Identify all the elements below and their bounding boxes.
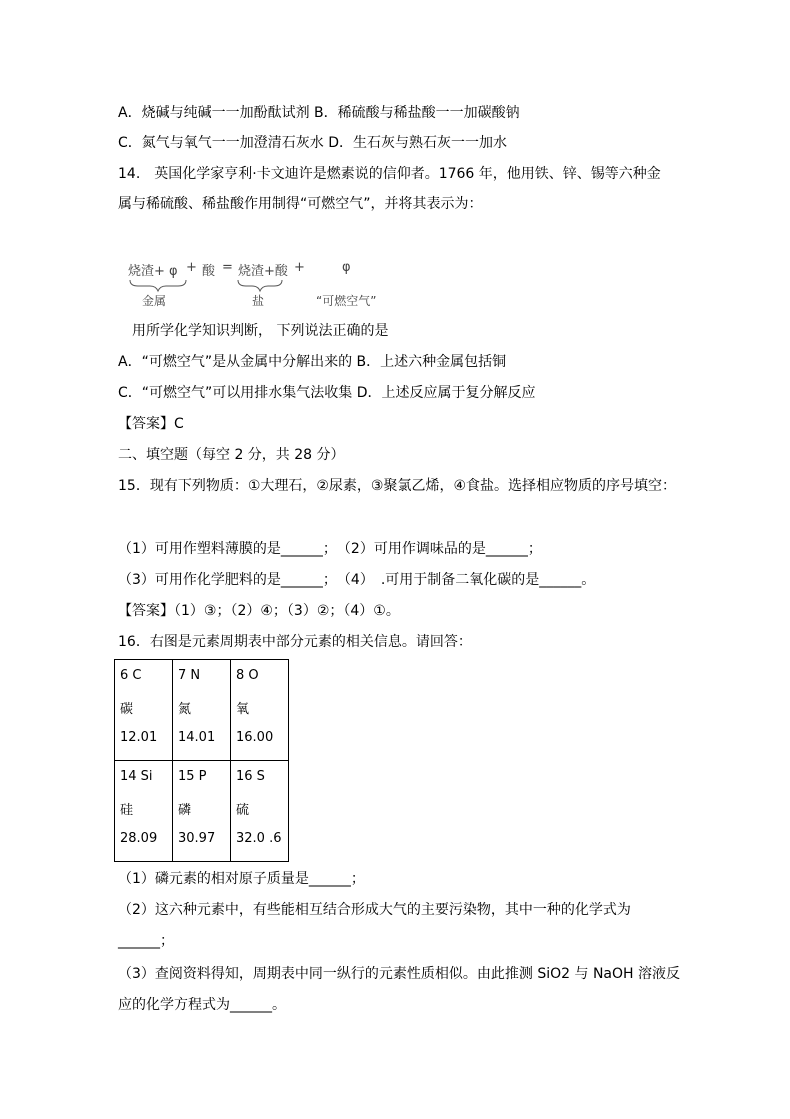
diagram-plus2: + xyxy=(294,260,305,275)
q16-sub2-line1: （2）这六种元素中，有些能相互结合形成大气的主要污染物，其中一种的化学式为 xyxy=(118,902,631,918)
element-cell-s xyxy=(231,761,289,862)
q14-answer: 【答案】C xyxy=(118,416,184,432)
diagram-label-metal: 金属 xyxy=(142,294,167,308)
q16-stem: 16．右图是元素周期表中部分元素的相关信息。请回答： xyxy=(118,634,472,650)
q14-prompt: 用所学化学知识判断， 下列说法正确的是 xyxy=(132,323,389,339)
element-symbol: 14 Si xyxy=(120,769,153,784)
diagram-phi: φ xyxy=(342,260,351,275)
q16-sub2-line2: ______； xyxy=(118,933,174,949)
element-cell-c xyxy=(115,660,173,761)
element-cell-p xyxy=(173,761,231,862)
q16-sub3-line1: （3）查阅资料得知，周期表中同一纵行的元素性质相似。由此推测 SiO2 与 NaOH 溶液反 xyxy=(118,966,681,982)
table-row xyxy=(115,660,289,761)
element-symbol: 7 N xyxy=(178,668,201,683)
diagram-equals: = xyxy=(222,260,233,275)
table-row xyxy=(115,761,289,862)
diagram-label-gas: “可燃空气” xyxy=(316,294,377,308)
element-cell-o xyxy=(231,660,289,761)
q14-options-ab: A．“可燃空气”是从金属中分解出来的 B．上述六种金属包括铜 xyxy=(118,354,507,370)
element-name: 碳 xyxy=(120,702,134,717)
element-cell-si xyxy=(115,761,173,862)
q15-stem: 15．现有下列物质：①大理石，②尿素，③聚氯乙烯，④食盐。选择相应物质的序号填空： xyxy=(118,478,677,494)
diagram-term1: 烧渣+ φ xyxy=(128,264,178,279)
element-mass: 12.01 xyxy=(120,730,158,745)
q14-stem-line2: 属与稀硫酸、稀盐酸作用制得“可燃空气”，并将其表示为： xyxy=(118,196,483,212)
element-symbol: 15 P xyxy=(178,769,207,784)
q15-line1: （1）可用作塑料薄膜的是______； （2）可用作调味品的是______； xyxy=(118,541,542,557)
element-symbol: 6 C xyxy=(120,668,142,683)
element-symbol: 16 S xyxy=(236,769,265,784)
phlogiston-equation-diagram xyxy=(128,258,428,308)
element-cell-n xyxy=(173,660,231,761)
element-mass: 30.97 xyxy=(178,831,216,846)
section-title: 二、填空题（每空 2 分，共 28 分） xyxy=(118,447,345,463)
element-name: 磷 xyxy=(178,803,192,818)
q14-stem-line1: 14. 英国化学家亨利·卡文迪许是燃素说的信仰者。1766 年，他用铁、锌、锡等六种金 xyxy=(118,166,661,182)
diagram-label-salt: 盐 xyxy=(252,294,265,308)
q14-options-cd: C．“可燃空气”可以用排水集气法收集 D．上述反应属于复分解反应 xyxy=(118,385,536,401)
element-name: 硅 xyxy=(120,803,134,818)
element-name: 氮 xyxy=(178,702,192,717)
element-name: 氧 xyxy=(236,702,250,717)
diagram-acid: 酸 xyxy=(202,264,216,279)
element-mass: 28.09 xyxy=(120,831,158,846)
q15-line2: （3）可用作化学肥料的是______； （4） .可用于制备二氧化碳的是______。 xyxy=(118,572,596,588)
element-mass: 32.0 .6 xyxy=(236,831,282,846)
diagram-term2: 烧渣+酸 xyxy=(238,264,288,279)
element-mass: 14.01 xyxy=(178,730,216,745)
q13-options-cd: C．氮气与氧气一一加澄清石灰水 D．生石灰与熟石灰一一加水 xyxy=(118,135,508,151)
periodic-table-excerpt xyxy=(114,659,289,862)
diagram-plus1: + xyxy=(186,260,197,275)
q13-options-ab: A．烧碱与纯碱一一加酚酞试剂 B．稀硫酸与稀盐酸一一加碳酸钠 xyxy=(118,105,520,121)
q15-answer: 【答案】（1）③；（2）④；（3）②；（4）①。 xyxy=(118,603,400,619)
element-mass: 16.00 xyxy=(236,730,274,745)
element-symbol: 8 O xyxy=(236,668,259,683)
element-name: 硫 xyxy=(236,803,250,818)
q16-sub1: （1）磷元素的相对原子质量是______； xyxy=(118,871,365,887)
q16-sub3-line2: 应的化学方程式为______。 xyxy=(118,997,286,1013)
